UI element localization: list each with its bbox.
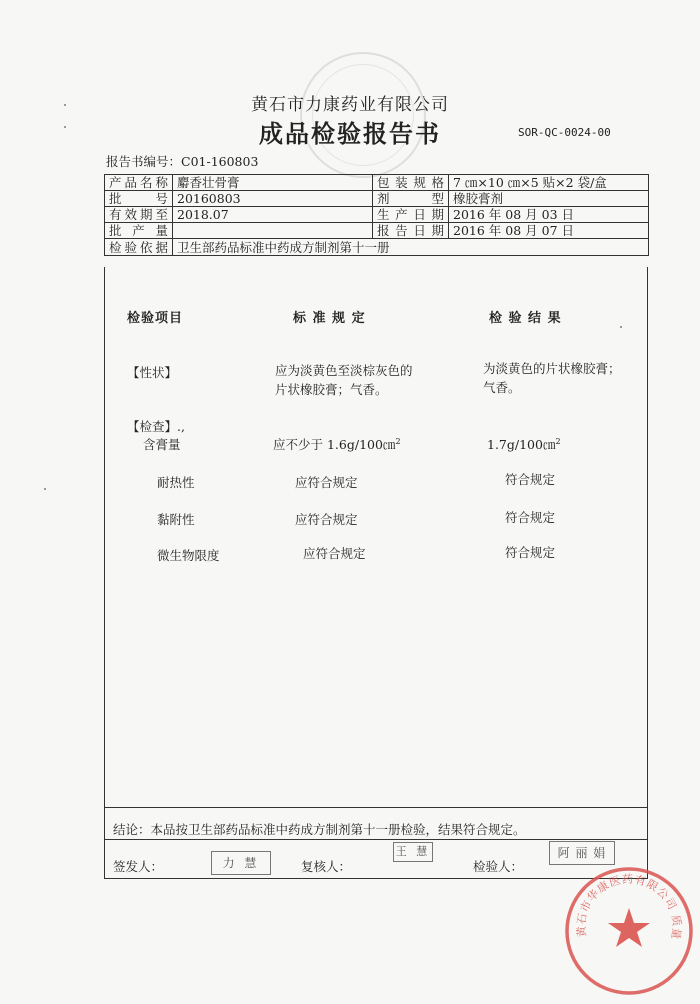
product-info-table bbox=[104, 174, 649, 256]
item-paste-content: 含膏量 bbox=[143, 437, 181, 452]
column-header-result: 检 验 结 果 bbox=[489, 311, 562, 326]
batch-value: 20160803 bbox=[173, 191, 373, 207]
production-date-label: 生产日期 bbox=[373, 207, 449, 223]
package-value: 7 ㎝×10 ㎝×5 贴×2 袋/盒 bbox=[449, 175, 649, 191]
section-label-appearance: 【性状】 bbox=[127, 365, 178, 380]
column-header-item: 检验项目 bbox=[127, 311, 184, 326]
batch-label: 批 号 bbox=[105, 191, 173, 207]
column-header-standard: 标 准 规 定 bbox=[293, 311, 366, 326]
scan-speck bbox=[44, 488, 46, 490]
signature-divider bbox=[105, 839, 647, 840]
standard-microbial-limit: 应符合规定 bbox=[303, 546, 366, 561]
basis-label: 检验依据 bbox=[105, 239, 173, 256]
appearance-result-line1: 为淡黄色的片状橡胶膏； bbox=[483, 361, 621, 376]
item-heat-resistance: 耐热性 bbox=[157, 475, 195, 490]
report-number: 报告书编号：C01-160803 bbox=[106, 154, 259, 169]
company-name: 黄石市力康药业有限公司 bbox=[251, 95, 449, 115]
appearance-standard-line2: 片状橡胶膏；气香。 bbox=[275, 382, 388, 397]
result-paste-content: 1.7g/100㎝$^2$ bbox=[487, 436, 561, 452]
scan-speck bbox=[64, 126, 66, 128]
basis-value: 卫生部药品标准中药成方制剂第十一册 bbox=[173, 239, 649, 256]
quantity-label: 批 产 量 bbox=[105, 223, 173, 239]
seal-text: 黄石市华康医药有限公司 质量 bbox=[574, 872, 684, 942]
package-label: 包装规格 bbox=[373, 175, 449, 191]
dosage-label: 剂 型 bbox=[373, 191, 449, 207]
result-microbial-limit: 符合规定 bbox=[505, 545, 556, 560]
product-name-label: 产品名称 bbox=[105, 175, 173, 191]
item-microbial-limit: 微生物限度 bbox=[157, 548, 220, 563]
table-row bbox=[105, 175, 649, 191]
expiry-value: 2018.07 bbox=[173, 207, 373, 223]
expiry-label: 有效期至 bbox=[105, 207, 173, 223]
conclusion-text: 结论：本品按卫生部药品标准中药成方制剂第十一册检验，结果符合规定。 bbox=[113, 822, 526, 837]
reviewer-label: 复核人： bbox=[301, 859, 352, 874]
reviewer-name-stamp: 王 慧 bbox=[393, 842, 433, 862]
item-adhesion: 黏附性 bbox=[157, 512, 195, 527]
document-code: SOR-QC-0024-00 bbox=[518, 126, 611, 139]
inspector-name-stamp: 阿 丽 娟 bbox=[549, 841, 615, 865]
standard-adhesion: 应符合规定 bbox=[295, 512, 358, 527]
results-box bbox=[104, 267, 648, 879]
appearance-standard-line1: 应为淡黄色至淡棕灰色的 bbox=[275, 363, 413, 378]
quantity-value bbox=[173, 223, 373, 239]
issuer-label: 签发人： bbox=[113, 859, 164, 874]
issuer-name-stamp: 力 慧 bbox=[211, 851, 271, 875]
dosage-value: 橡胶膏剂 bbox=[449, 191, 649, 207]
appearance-result-line2: 气香。 bbox=[483, 380, 521, 395]
table-row bbox=[105, 239, 649, 256]
production-date-value: 2016 年 08 月 03 日 bbox=[449, 207, 649, 223]
inspector-label: 检验人： bbox=[473, 859, 524, 874]
standard-paste-content: 应不少于 1.6g/100㎝$^2$ bbox=[273, 436, 401, 452]
red-company-seal bbox=[560, 862, 698, 1000]
result-heat-resistance: 符合规定 bbox=[505, 472, 556, 487]
scan-speck bbox=[64, 104, 66, 106]
table-row bbox=[105, 207, 649, 223]
table-row bbox=[105, 191, 649, 207]
report-date-label: 报告日期 bbox=[373, 223, 449, 239]
scan-speck bbox=[620, 326, 622, 328]
conclusion-divider bbox=[105, 807, 647, 808]
report-date-value: 2016 年 08 月 07 日 bbox=[449, 223, 649, 239]
standard-heat-resistance: 应符合规定 bbox=[295, 475, 358, 490]
product-name-value: 麝香壮骨膏 bbox=[173, 175, 373, 191]
section-label-inspection: 【检查】., bbox=[127, 419, 185, 434]
result-adhesion: 符合规定 bbox=[505, 510, 556, 525]
report-title: 成品检验报告书 bbox=[259, 119, 441, 148]
table-row bbox=[105, 223, 649, 239]
